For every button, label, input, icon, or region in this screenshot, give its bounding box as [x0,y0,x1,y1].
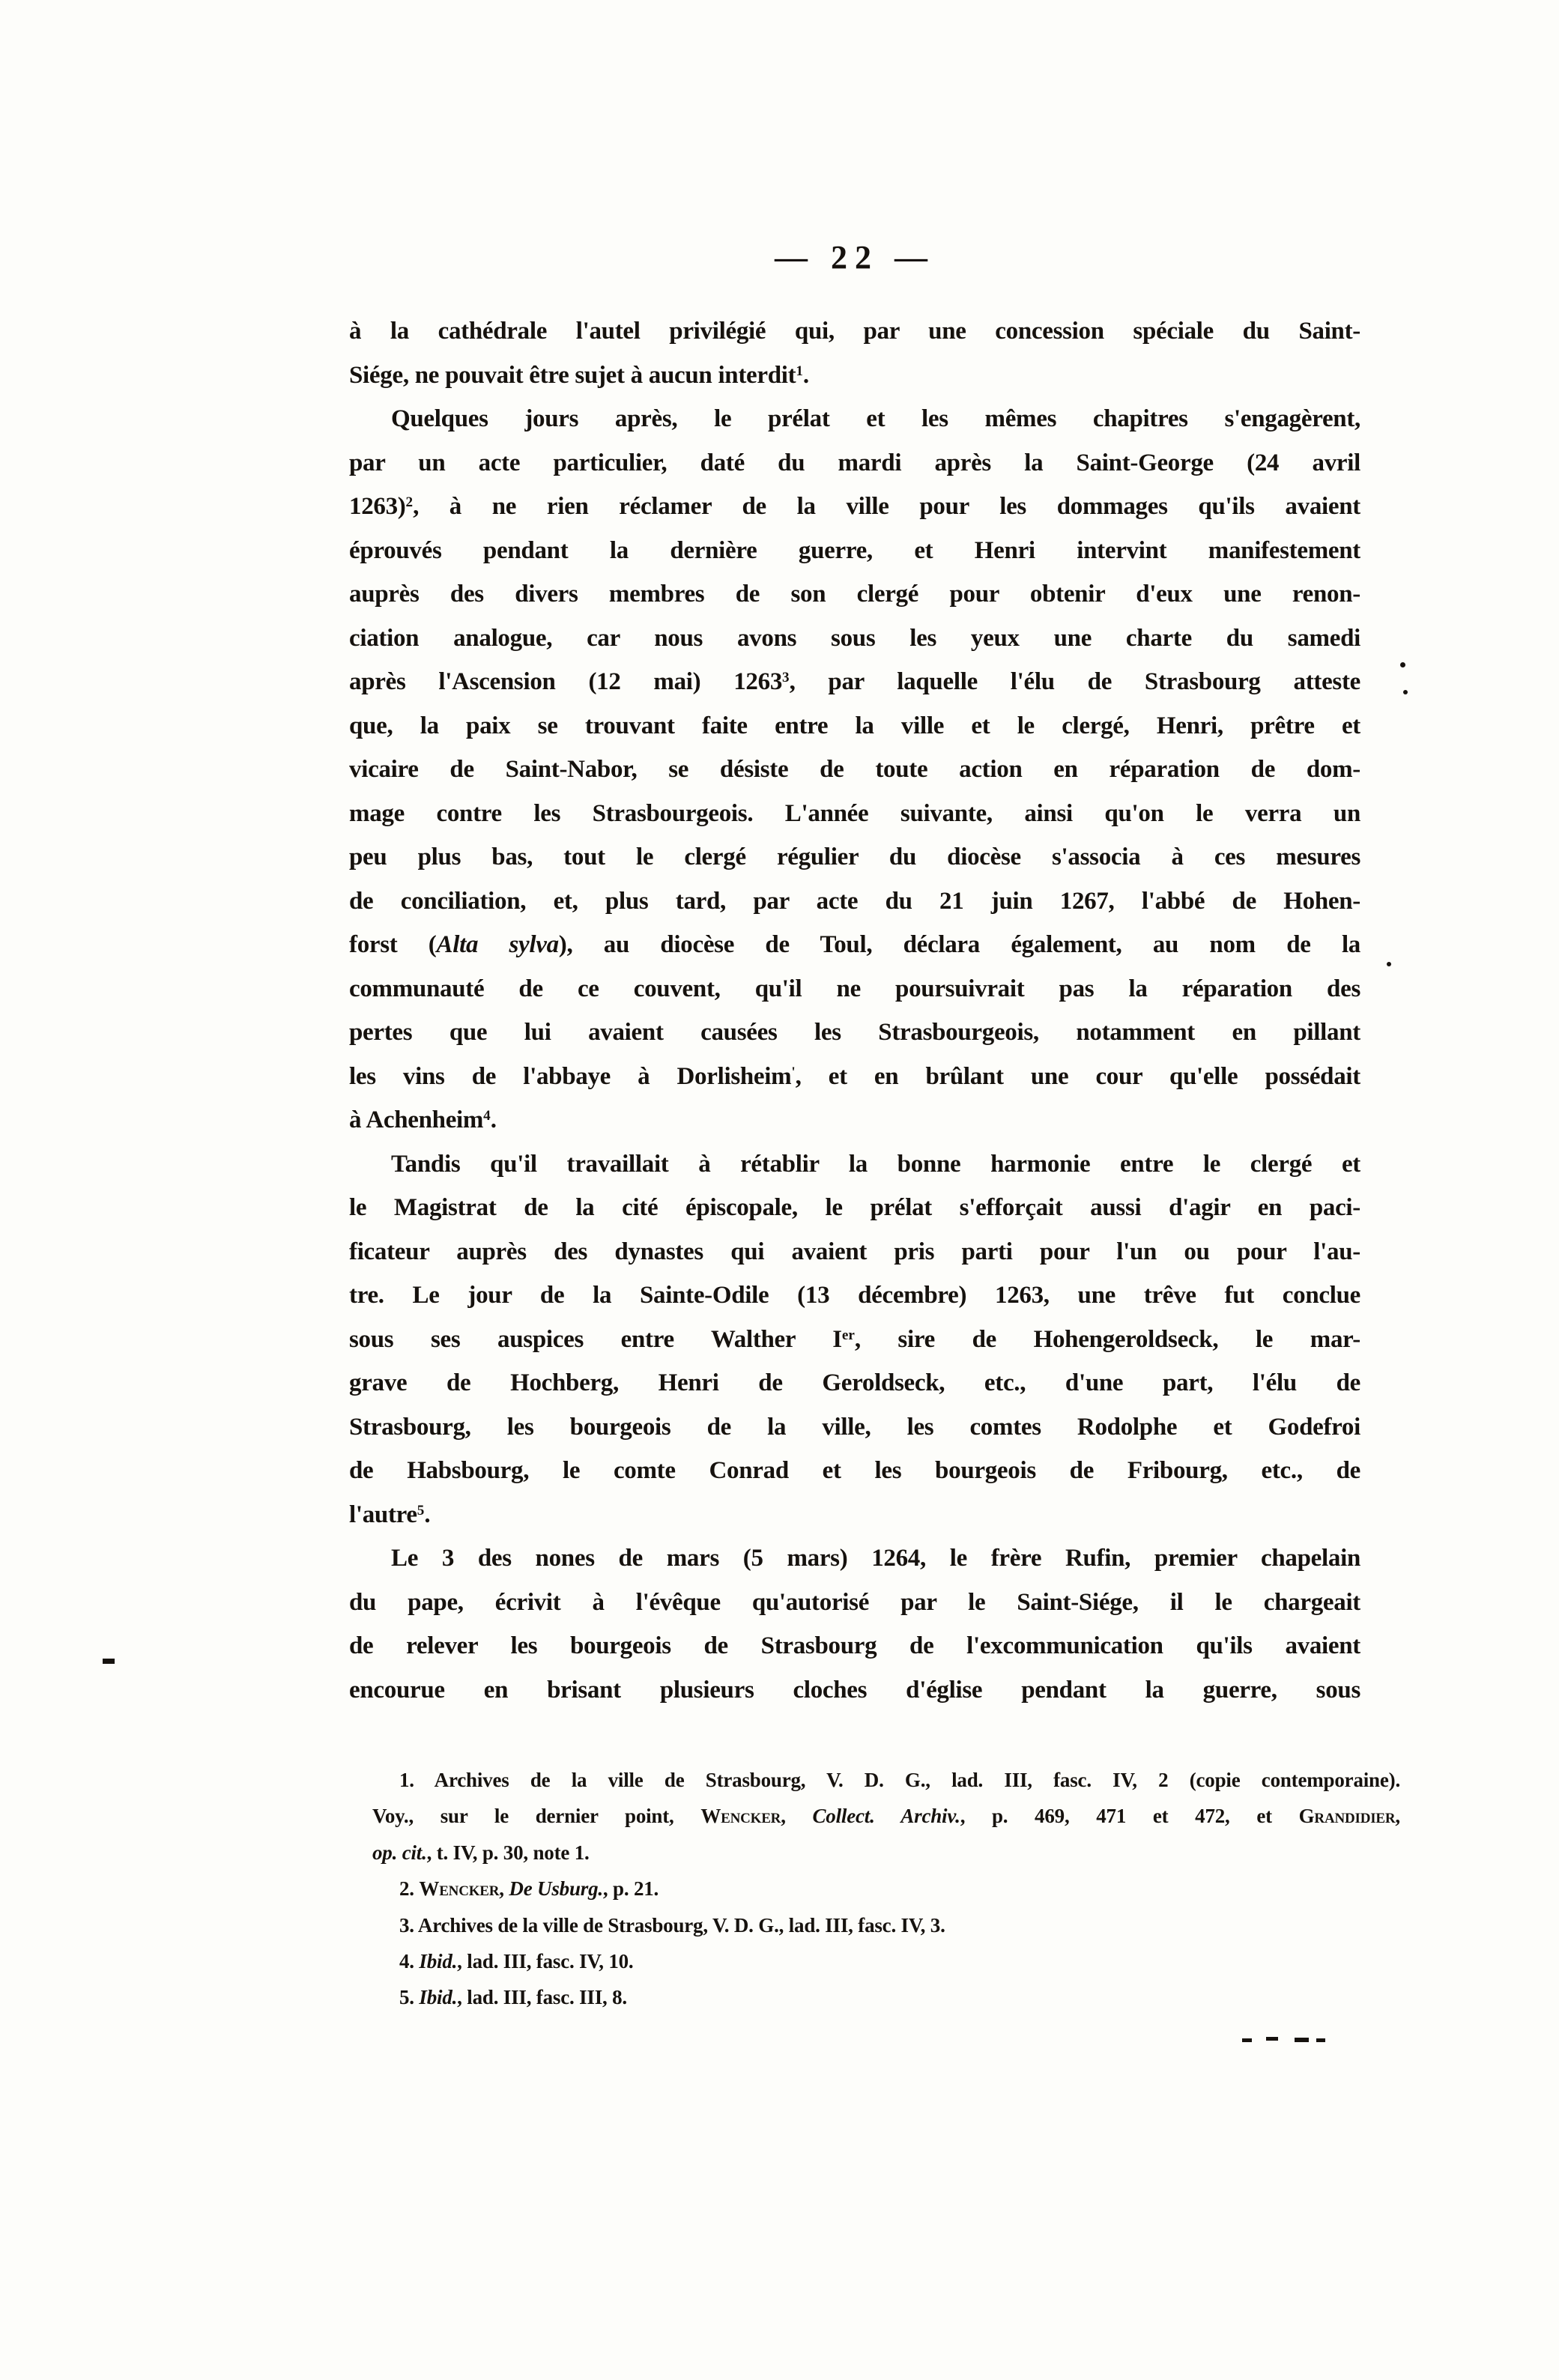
text-segment: , [1395,1805,1400,1828]
text-segment: ), au diocèse de Toul, déclara également, au nom de la [558,931,1360,958]
text-segment: 2. [399,1877,420,1901]
text-segment: de conciliation, et, plus tard, par acte du 21 juin 1267, l'abbé de Hohen- [349,887,1360,915]
text-segment: vicaire de Saint-Nabor, se désiste de toute action en réparation de dom- [349,756,1360,783]
footnote-marker: 4 [483,1108,491,1124]
text-segment: . [424,1501,431,1528]
body-line [349,1011,1360,1055]
text-segment: pertes que lui avaient causées les Strasbourgeois, notamment en pillant [349,1019,1360,1046]
body-line [349,879,1360,924]
text-segment: tre. Le jour de la Sainte-Odile (13 décembre) 1263, une trêve fut conclue [349,1282,1360,1309]
text-segment: Wencker [419,1877,500,1901]
text-segment: 1263) [349,493,406,520]
text-segment: grave de Hochberg, Henri de Geroldseck, etc., d'une part, l'élu de [349,1369,1360,1396]
text-segment: ficateur auprès des dynastes qui avaient pris parti pour l'un ou pour l'au- [349,1238,1360,1265]
text-segment: Voy., sur le dernier point, [372,1805,701,1828]
body-line [349,1186,1360,1230]
scan-artifact-dash [103,1659,115,1664]
text-segment: à Achenheim [349,1106,484,1133]
text-segment: communauté de ce couvent, qu'il ne poursuivrait pas la réparation des [349,975,1360,1002]
text-segment: Le 3 des nones de mars (5 mars) 1264, le frère Rufin, premier chapelain [391,1545,1360,1572]
body-line [349,1142,1360,1187]
text-segment: , lad. III, fasc. III, 8. [457,1986,627,2009]
page-number: — 22 — [775,239,935,276]
body-line [349,1536,1360,1581]
footnotes [372,1762,1400,2016]
text-segment: Ibid. [419,1986,458,2009]
footnotes-line [372,1762,1400,1798]
text-segment: , par laquelle l'élu de Strasbourg atteste [789,668,1360,695]
text-segment: à la cathédrale l'autel privilégié qui, par une concession spéciale du Saint- [349,318,1360,345]
footnotes-line [372,1798,1400,1834]
text-segment: , t. IV, p. 30, note 1. [426,1841,590,1864]
footnote-marker: ' [791,1064,796,1080]
text-segment: de Habsbourg, le comte Conrad et les bourgeois de Fribourg, etc., de [349,1457,1360,1484]
text-segment: . [802,361,809,389]
text-segment: De Usburg. [509,1877,603,1901]
body-line [349,1493,1360,1537]
scan-artifact-dash [1266,2037,1278,2041]
text-segment: ciation analogue, car nous avons sous les yeux une charte du samedi [349,624,1360,652]
body-line [349,309,1360,354]
text-segment: par un acte particulier, daté du mardi après la Saint-George (24 avril [349,449,1360,476]
text-segment: Ibid. [419,1949,458,1972]
body-line [349,441,1360,485]
text-segment: Alta sylva [436,931,559,958]
body-line [349,397,1360,441]
text-segment: Wencker [700,1805,781,1828]
body-line [349,1274,1360,1318]
scan-artifact-dash [1295,2038,1309,2042]
text-segment: , [499,1877,509,1901]
footnote-marker: 1 [796,363,803,379]
body-line [349,529,1360,573]
scan-artifact-dot [1403,690,1408,694]
text-segment: , [781,1805,813,1828]
footnotes-line [372,1871,1400,1907]
text-segment: le Magistrat de la cité épiscopale, le prélat s'efforçait aussi d'agir en paci- [349,1194,1360,1221]
text-segment: Siége, ne pouvait être sujet à aucun interdit [349,361,796,389]
text-segment: auprès des divers membres de son clergé pour obtenir d'eux une renon- [349,581,1360,608]
text-segment: que, la paix se trouvant faite entre la ville et le clergé, Henri, prêtre et [349,712,1360,739]
text-segment: 5. [399,1986,420,2009]
text-segment: , p. 469, 471 et 472, et [960,1805,1299,1828]
text-segment: forst ( [349,931,437,958]
body-line [349,1405,1360,1450]
body-line [349,792,1360,836]
body-line [349,572,1360,617]
body-line [349,485,1360,529]
body-line [349,1318,1360,1362]
text-segment: Strasbourg, les bourgeois de la ville, les comtes Rodolphe et Godefroi [349,1413,1360,1441]
text-segment: , p. 21. [602,1877,659,1901]
text-segment: peu plus bas, tout le clergé régulier du diocèse s'associa à ces mesures [349,844,1360,870]
text-segment: , sire de Hohengeroldseck, le mar- [854,1325,1360,1353]
footnote-marker: er [841,1327,855,1343]
text-segment: . [490,1106,497,1133]
body-line [349,1230,1360,1274]
text-segment: 3. Archives de la ville de Strasbourg, V. D. G., lad. III, fasc. IV, 3. [399,1913,945,1937]
body-line [349,660,1360,704]
text-segment: Tandis qu'il travaillait à rétablir la bonne harmonie entre le clergé et [391,1150,1360,1178]
text-segment: 1. Archives de la ville de Strasbourg, V. D. G., lad. III, fasc. IV, 2 (copie contemporaine). [399,1769,1400,1791]
text-segment: op. cit. [372,1841,427,1864]
text-segment: Quelques jours après, le prélat et les mêmes chapitres s'engagèrent, [391,405,1360,432]
scan-artifact-dash [1316,2038,1325,2042]
text-segment: Grandidier [1298,1805,1396,1828]
body-text [349,309,1360,1712]
text-segment: mage contre les Strasbourgeois. L'année suivante, ainsi qu'on le verra un [349,799,1360,827]
body-line [349,617,1360,661]
text-segment: encourue en brisant plusieurs cloches d'église pendant la guerre, sous [349,1676,1360,1704]
footnote-marker: 5 [417,1502,425,1518]
text-segment: les vins de l'abbaye à Dorlisheim [349,1062,792,1090]
text-segment: , et en brûlant une cour qu'elle possédait [795,1062,1360,1090]
body-line [349,1581,1360,1625]
body-line [349,835,1360,879]
text-segment: 4. [399,1949,420,1972]
scan-artifact-dot [1400,662,1405,667]
text-segment: éprouvés pendant la dernière guerre, et Henri intervint manifestement [349,536,1360,564]
body-line [349,1668,1360,1713]
text-segment: Collect. Archiv. [812,1805,960,1828]
body-line [349,1055,1360,1099]
body-line [349,923,1360,967]
body-line [349,354,1360,398]
text-segment: de relever les bourgeois de Strasbourg de l'excommunication qu'ils avaient [349,1632,1360,1659]
body-line [349,1098,1360,1142]
footnote-marker: 3 [782,670,790,686]
body-line [349,967,1360,1011]
body-line [349,704,1360,748]
scan-artifact-dot [1387,962,1391,966]
body-line [349,1624,1360,1668]
footnotes-line [372,1979,1400,2015]
body-line [349,748,1360,792]
text-segment: , à ne rien réclamer de la ville pour les dommages qu'ils avaient [413,493,1360,520]
scan-artifact-dash [1242,2038,1252,2042]
footnotes-line [372,1943,1400,1979]
text-segment: après l'Ascension (12 mai) 1263 [349,668,783,695]
text-segment: , lad. III, fasc. IV, 10. [457,1949,634,1972]
text-segment: du pape, écrivit à l'évêque qu'autorisé par le Saint-Siége, il le chargeait [349,1588,1360,1616]
body-line [349,1449,1360,1493]
footnotes-line [372,1835,1400,1871]
text-segment: sous ses auspices entre Walther I [349,1325,842,1353]
text-segment: l'autre [349,1501,417,1528]
footnote-marker: 2 [405,494,414,511]
footnotes-line [372,1907,1400,1943]
body-line [349,1361,1360,1405]
